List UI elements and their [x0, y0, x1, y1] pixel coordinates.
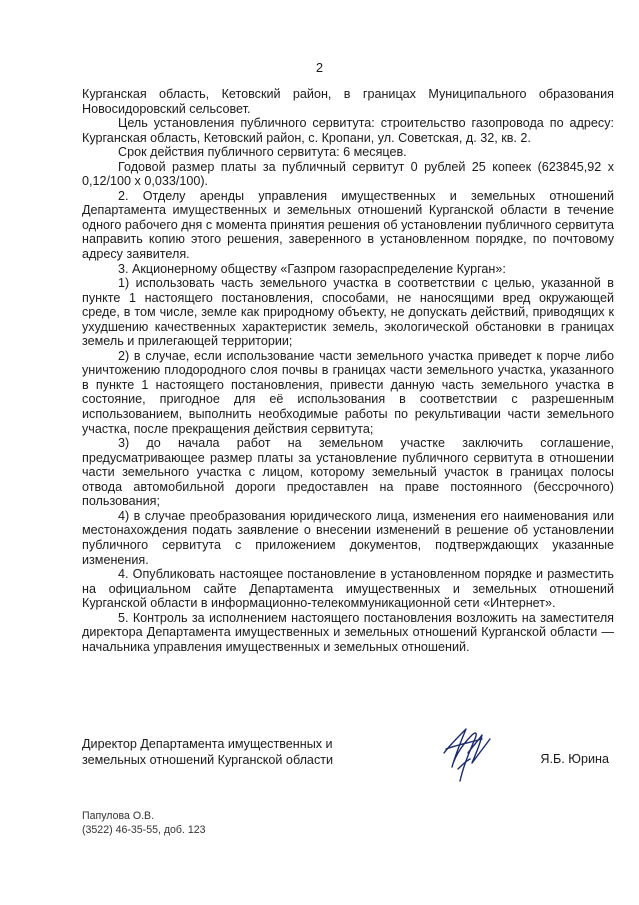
paragraph: Курганская область, Кетовский район, в границах Муниципального образования Новосидоровский сельсовет. [82, 87, 614, 116]
signatory-name: Я.Б. Юрина [540, 752, 609, 766]
handwritten-signature [432, 723, 502, 787]
contact-phone: (3522) 46-35-55, доб. 123 [82, 823, 206, 836]
paragraph: 1) использовать часть земельного участка в соответствии с целью, указанной в пункте 1 настоящего постановления, способами, не наносящими вред окружающей среде, в том числе, земле как природному объекту, не допускать действий, приводящих к ухудшению качественных характеристик земель, экологической обстановки в границах земель и прилегающей территории; [82, 276, 614, 349]
paragraph: 3) до начала работ на земельном участке заключить соглашение, предусматривающее размер платы за установление публичного сервитута в отношении части земельного участка с лицом, которому земельный участок в границах полосы отвода автомобильной дороги предоставлен на праве постоянного (бессрочного) пользования; [82, 436, 614, 509]
paragraph: 5. Контроль за исполнением настоящего постановления возложить на заместителя директора Департамента имущественных и земельных отношений Курганской области — начальника управления имущественных и земельных отношений. [82, 610, 614, 654]
signatory-title-line1: Директор Департамента имущественных и [82, 737, 333, 751]
page-number: 2 [315, 60, 324, 75]
signatory-title-line2: земельных отношений Курганской области [82, 752, 334, 767]
paragraph: 3. Акционерному обществу «Газпром газораспределение Курган»: [118, 261, 506, 276]
document-body [82, 87, 614, 654]
contact-info [82, 810, 206, 837]
signature-block [82, 737, 614, 797]
paragraph: 4. Опубликовать настоящее постановление в установленном порядке и разместить на официальном сайте Департамента имущественных и земельных отношений Курганской области в информационно-телекоммуникационной сети «Интернет». [82, 567, 614, 611]
paragraph: 2. Отделу аренды управления имущественных и земельных отношений Департамента имущественных и земельных отношений Курганской области в течение одного рабочего дня с момента принятия решения об установлении публичного сервитута направить копию этого решения, заверенного в установленном порядке, по почтовому адресу заявителя. [82, 188, 614, 262]
paragraph: Годовой размер платы за публичный сервитут 0 рублей 25 копеек (623845,92 х 0,12/100 х 0,033/100). [82, 159, 614, 189]
paragraph: 4) в случае преобразования юридического лица, изменения его наименования или местонахождения подать заявление о внесении изменений в решение об установлении публичного сервитута с приложением документов, подтверждающих указанные изменения. [82, 508, 614, 567]
paragraph: 2) в случае, если использование части земельного участка приведет к порче либо уничтожению плодородного слоя почвы в границах части земельного участка, указанного в пункте 1 настоящего постановления, привести данную часть земельного участка в состояние, пригодное для её использования в соответствии с разрешенным использованием, выполнить необходимые работы по рекультивации части земельного участка, после прекращения действия сервитута; [82, 348, 614, 436]
paragraph: Срок действия публичного сервитута: 6 месяцев. [118, 145, 407, 160]
paragraph: Цель установления публичного сервитута: строительство газопровода по адресу: Курганская область, Кетовский район, с. Кропани, ул. Советская, д. 32, кв. 2. [82, 116, 614, 145]
contact-name: Папулова О.В. [82, 810, 155, 822]
